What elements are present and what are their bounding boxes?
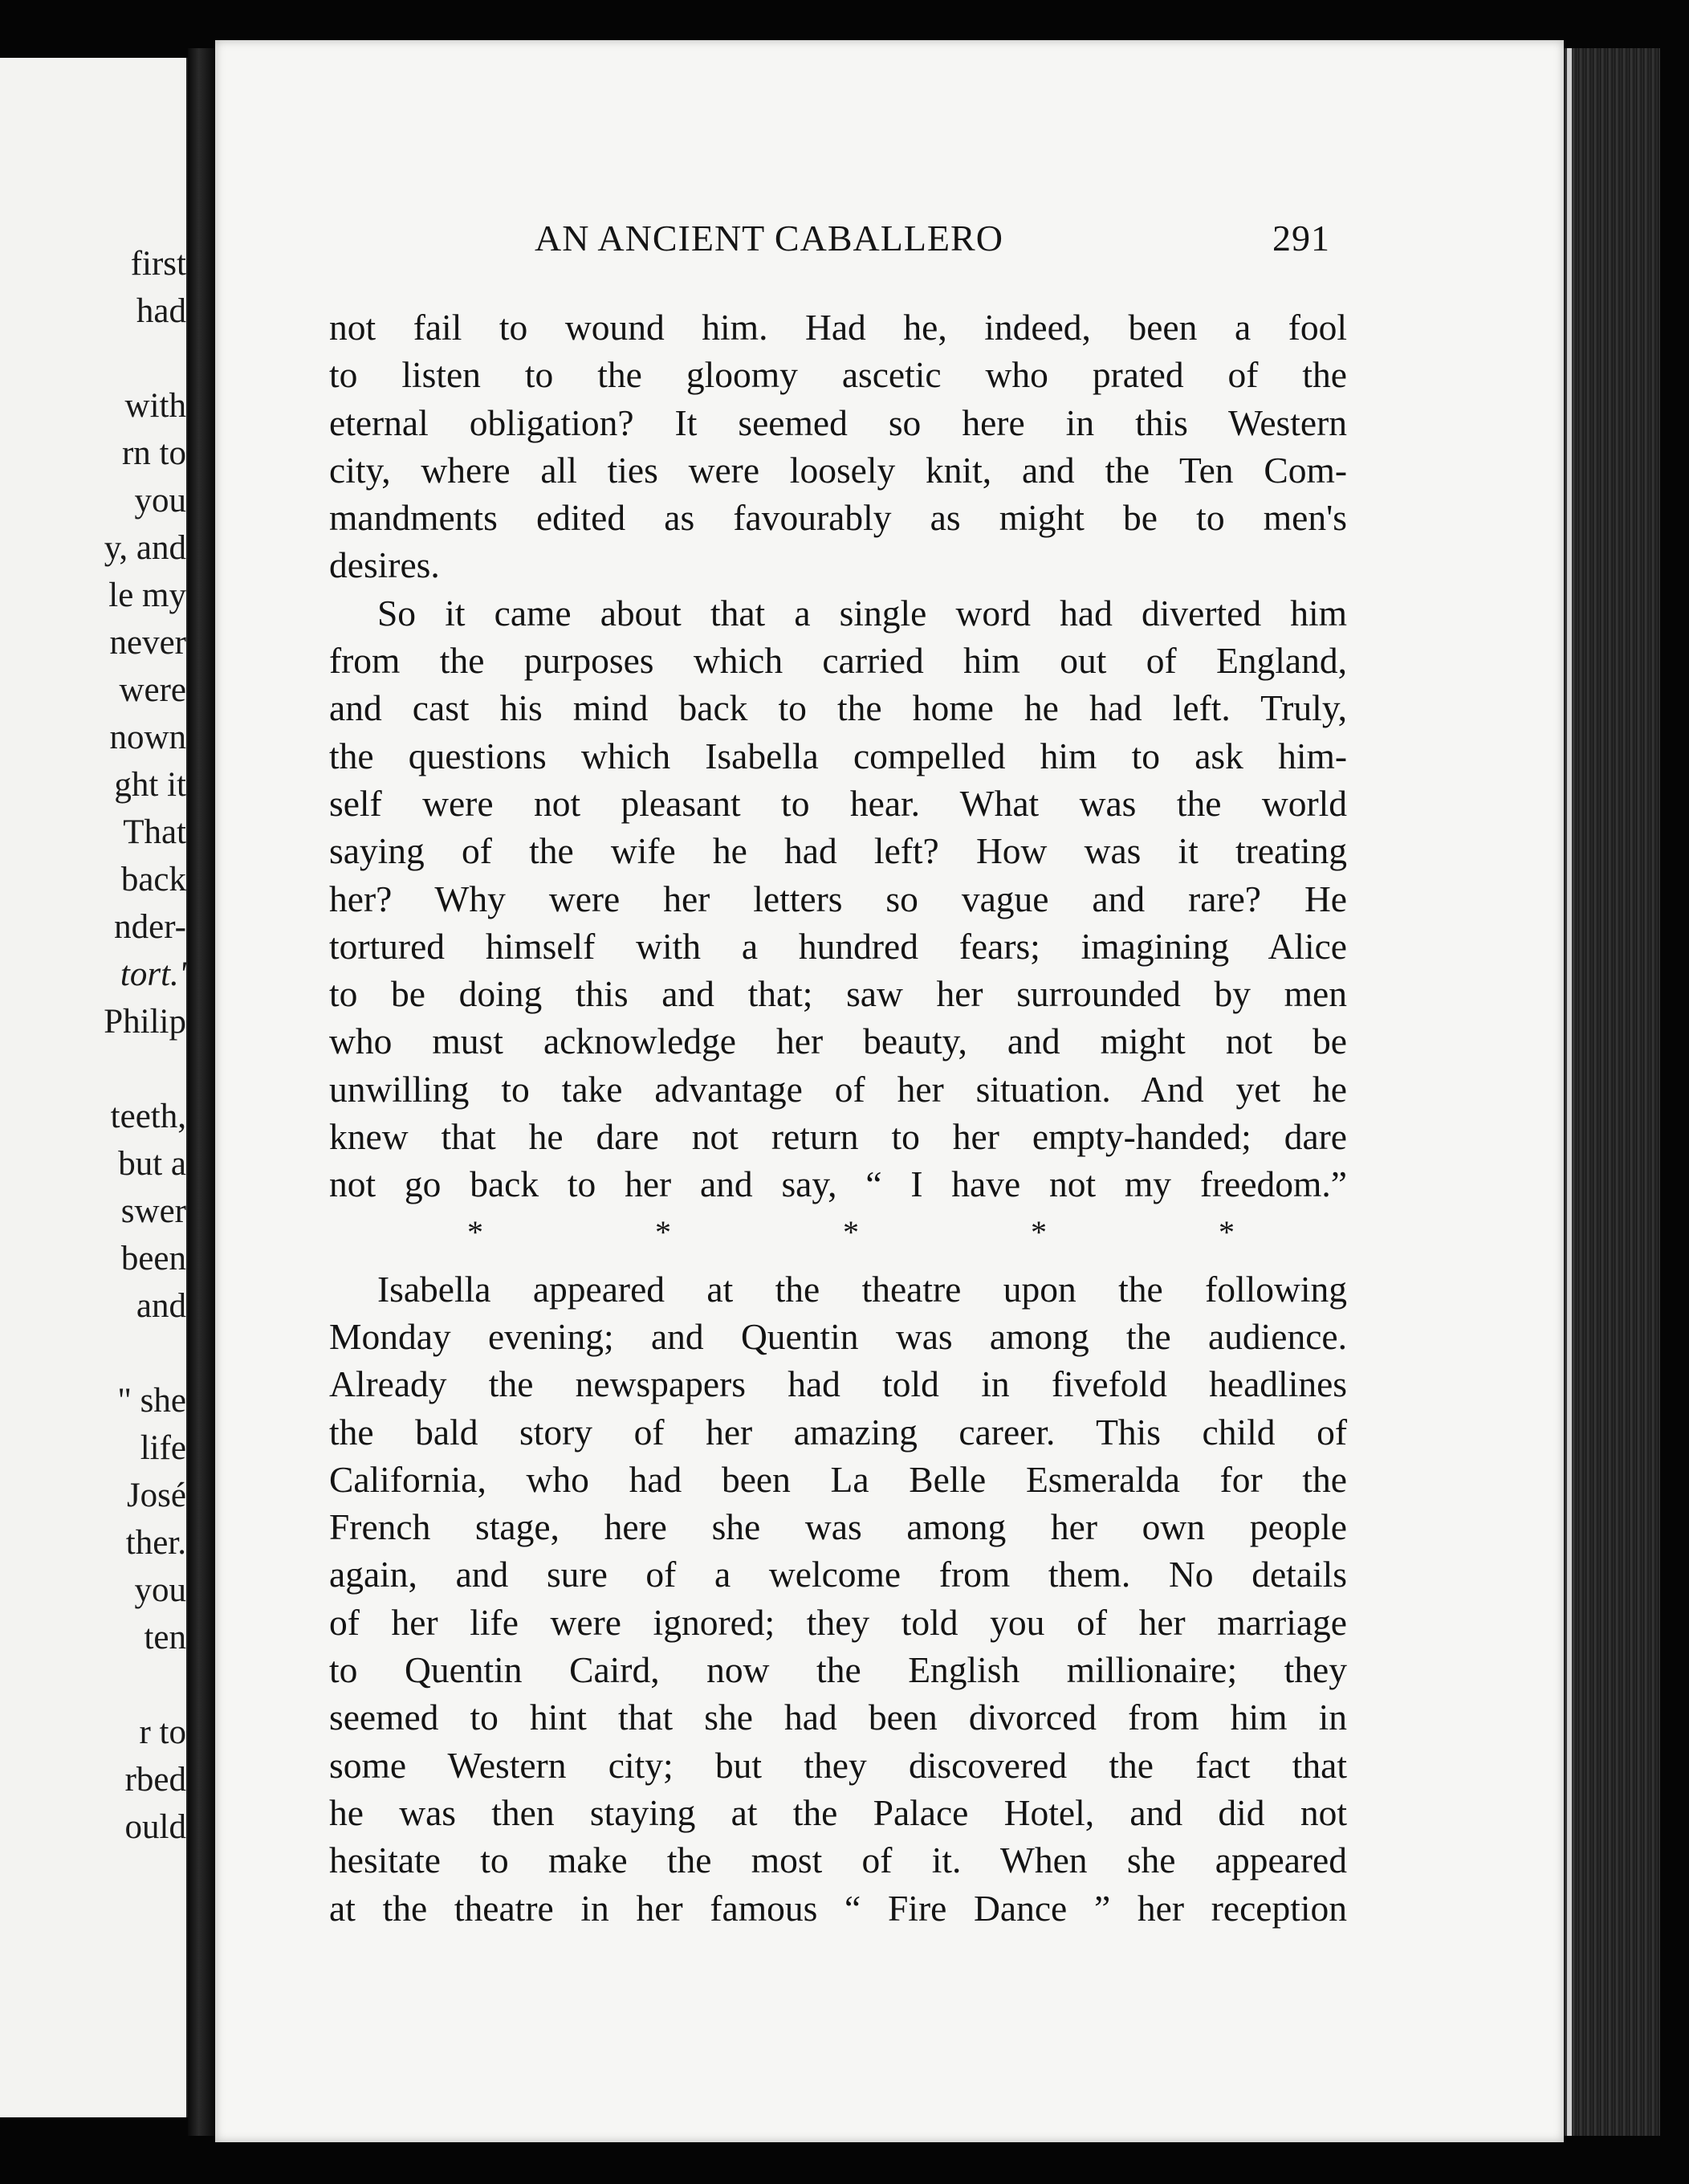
previous-page-line-fragment: had: [136, 292, 186, 330]
text-line: not fail to wound him. Had he, indeed, been a fool: [329, 307, 1347, 348]
paragraph: [329, 304, 1347, 589]
text-line: city, where all ties were loosely knit, and the Ten Com-: [329, 449, 1347, 491]
previous-page-line-fragment: José: [126, 1477, 186, 1514]
section-break-asterisk: *: [1031, 1213, 1047, 1250]
section-break-asterisk: *: [655, 1213, 671, 1250]
text-line: eternal obligation? It seemed so here in this Western: [329, 401, 1347, 443]
previous-page-line-fragment: le my: [108, 577, 186, 614]
paragraph: [329, 589, 1347, 1208]
text-line: French stage, here she was among her own people: [329, 1506, 1347, 1548]
text-line: the questions which Isabella compelled him to ask him-: [329, 735, 1347, 776]
previous-page-line-fragment: ten: [144, 1619, 186, 1656]
text-line: tortured himself with a hundred fears; imagining Alice: [329, 925, 1347, 967]
previous-page-line-fragment: but a: [118, 1145, 186, 1183]
text-line: self were not pleasant to hear. What was the world: [329, 782, 1347, 824]
text-line: to Quentin Caird, now the English millionaire; they: [329, 1649, 1347, 1691]
previous-page-line-fragment: teeth,: [110, 1098, 186, 1135]
text-line: hesitate to make the most of it. When she appeared: [329, 1840, 1347, 1881]
text-line: the bald story of her amazing career. This child of: [329, 1411, 1347, 1453]
previous-page-line-fragment: life: [140, 1429, 186, 1467]
text-line: at the theatre in her famous “ Fire Dance ” her reception: [329, 1887, 1347, 1929]
running-title: AN ANCIENT CABALLERO: [535, 218, 1003, 259]
text-line: from the purposes which carried him out of England,: [329, 640, 1347, 682]
section-break-asterisk: *: [843, 1213, 859, 1250]
text-line: Monday evening; and Quentin was among the audience.: [329, 1315, 1347, 1357]
previous-page-line-fragment: with: [124, 387, 186, 425]
text-line: some Western city; but they discovered the fact that: [329, 1744, 1347, 1786]
text-line: and cast his mind back to the home he had left. Truly,: [329, 687, 1347, 729]
text-line: not go back to her and say, “ I have not my freedom.”: [329, 1163, 1347, 1205]
text-line: of her life were ignored; they told you of her marriage: [329, 1601, 1347, 1643]
section-break: [329, 1208, 1347, 1256]
running-head: [317, 217, 1330, 265]
page-edge-stack: [1564, 48, 1660, 2136]
text-line: saying of the wife he had left? How was it treating: [329, 830, 1347, 872]
text-line: California, who had been La Belle Esmeralda for the: [329, 1458, 1347, 1500]
previous-page-line-fragment: you: [134, 1571, 186, 1609]
previous-page-line-fragment: first: [130, 245, 186, 283]
previous-page-line-fragment: nown: [109, 719, 186, 756]
previous-page-line-fragment: That: [123, 813, 186, 851]
text-line: seemed to hint that she had been divorced from him in: [329, 1697, 1347, 1738]
previous-page-line-fragment: ther.: [125, 1524, 186, 1562]
previous-page-line-fragment: rn to: [121, 434, 186, 472]
text-line: Isabella appeared at the theatre upon the following: [377, 1268, 1347, 1310]
previous-page-line-fragment: swer: [120, 1192, 186, 1230]
previous-page-line-fragment: ght it: [114, 766, 186, 804]
previous-page-line-fragment: never: [109, 624, 186, 662]
paragraph: [329, 1265, 1347, 1932]
text-line: he was then staying at the Palace Hotel, and did not: [329, 1791, 1347, 1833]
previous-page-line-fragment: nder-: [114, 908, 186, 946]
section-break-asterisk: *: [467, 1213, 483, 1250]
text-line: knew that he dare not return to her empty-handed; dare: [329, 1116, 1347, 1158]
text-line: So it came about that a single word had diverted him: [377, 592, 1347, 634]
text-line: Already the newspapers had told in fivefold headlines: [329, 1363, 1347, 1405]
previous-page-line-fragment: Philip: [104, 1003, 186, 1041]
previous-page-line-fragment: you: [134, 482, 186, 520]
previous-page-line-fragment: rbed: [124, 1761, 186, 1799]
text-line: to be doing this and that; saw her surrounded by men: [329, 973, 1347, 1015]
previous-page-line-fragment: been: [120, 1240, 186, 1277]
previous-page-line-fragment: y, and: [104, 529, 186, 567]
previous-page-line-fragment: back: [120, 861, 186, 898]
previous-page-line-fragment: tort.': [120, 956, 186, 993]
book-gutter: [188, 48, 215, 2136]
previous-page-line-fragment: " she: [117, 1382, 186, 1420]
text-line: her? Why were her letters so vague and rare? He: [329, 878, 1347, 919]
previous-page-line-fragment: and: [136, 1287, 186, 1325]
text-line: unwilling to take advantage of her situation. And yet he: [329, 1068, 1347, 1110]
text-line: again, and sure of a welcome from them. No details: [329, 1554, 1347, 1595]
page-number: 291: [1272, 218, 1330, 259]
previous-page-line-fragment: were: [119, 671, 186, 709]
section-break-asterisk: *: [1219, 1213, 1235, 1250]
previous-page-line-fragment: ould: [124, 1808, 186, 1846]
body-text: [329, 304, 1347, 1932]
text-line: desires.: [329, 544, 440, 586]
text-line: mandments edited as favourably as might be to men's: [329, 497, 1347, 539]
text-line: who must acknowledge her beauty, and might not be: [329, 1021, 1347, 1062]
previous-page-line-fragment: r to: [139, 1713, 186, 1751]
page-edge-highlight: [1567, 48, 1572, 2136]
text-line: to listen to the gloomy ascetic who prated of the: [329, 354, 1347, 396]
previous-page-fragment: [0, 58, 189, 2117]
